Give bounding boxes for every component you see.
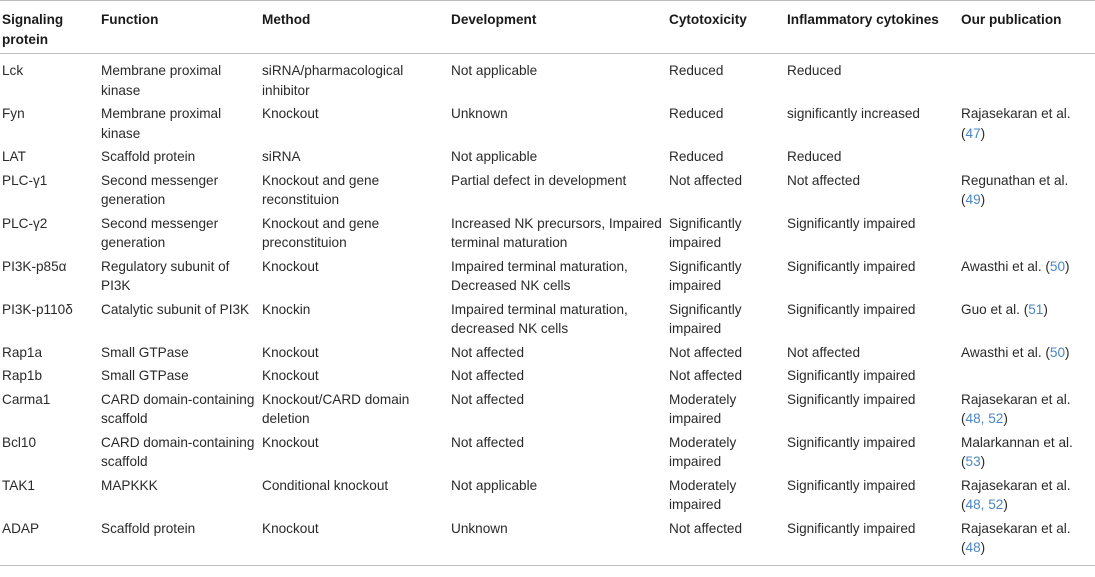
cell-development: Increased NK precursors, Impaired terminal maturation [451,215,662,250]
header-method: Method [262,1,451,54]
publication-author: Malarkannan et al. ( [961,434,1073,469]
cell-function: Membrane proximal kinase [101,106,222,141]
cell-development: Partial defect in development [451,172,627,188]
cell-development: Not applicable [451,477,538,493]
table-row [0,390,1095,433]
publication-author: Awasthi et al. ( [961,344,1050,360]
reference-close-paren: ) [1043,301,1048,317]
cell-method: Knockout [262,519,451,566]
cell-inflammatory-cytokines: Not affected [787,172,861,188]
cell-cytotoxicity: Reduced [669,149,724,164]
header-row [0,1,1095,54]
reference-link[interactable]: 47 [965,125,981,141]
cell-our-publication [961,519,1095,566]
cell-our-publication [961,214,1095,257]
cell-signaling-protein: PI3K-p85α [2,258,67,274]
cell-inflammatory-cytokines: Significantly impaired [787,519,961,566]
reference-close-paren: ) [980,540,986,555]
cell-cytotoxicity: Not affected [669,368,743,383]
cell-cytotoxicity: Moderately impaired [669,477,737,512]
table-row [0,171,1095,214]
cell-function: Second messenger generation [101,215,219,250]
cell-our-publication [961,366,1095,390]
reference-close-paren: ) [980,192,986,207]
cell-inflammatory-cytokines: Significantly impaired [787,301,916,317]
cell-inflammatory-cytokines: Significantly impaired [787,391,916,407]
cell-our-publication [961,147,1095,171]
cell-method: Knockout [262,258,319,274]
cell-cytotoxicity: Moderately impaired [669,434,737,469]
table-row [0,104,1095,147]
table-row [0,476,1095,519]
cell-inflammatory-cytokines: Reduced [787,63,842,78]
table-row [0,214,1095,257]
table-row [0,54,1095,105]
cell-function: MAPKKK [101,477,158,493]
header-inflammatory-cytokines: Inflammatory cytokines [787,1,961,54]
header-our-publication: Our publication [961,1,1095,54]
cell-signaling-protein: Bcl10 [2,434,37,450]
table-row [0,366,1095,390]
cell-cytotoxicity: Not affected [669,172,743,188]
reference-link[interactable]: 48, 52 [965,497,1004,512]
cell-cytotoxicity: Significantly impaired [669,301,742,336]
cell-development: Not applicable [451,149,538,164]
cell-our-publication [961,433,1095,476]
cell-development: Impaired terminal maturation, decreased NK cells [451,301,628,336]
cell-function: Catalytic subunit of PI3K [101,301,250,317]
table-row [0,300,1095,343]
cell-development: Not affected [451,368,525,383]
cell-our-publication [961,343,1095,367]
cell-method: Conditional knockout [262,477,389,493]
reference-close-paren: ) [980,125,986,141]
header-signaling-protein: Signaling protein [0,1,101,54]
cell-method: siRNA/pharmacological inhibitor [262,63,404,98]
cell-method: Knockout/CARD domain deletion [262,391,410,426]
cell-development: Unknown [451,519,669,566]
cell-signaling-protein: TAK1 [2,477,35,493]
cell-function: CARD domain-containing scaffold [101,434,255,469]
cell-signaling-protein: PI3K-p110δ [2,301,73,317]
cell-our-publication [961,257,1095,300]
cell-development: Not affected [451,391,525,407]
cell-inflammatory-cytokines: Not affected [787,344,861,360]
table-row [0,257,1095,300]
reference-link[interactable]: 53 [965,454,981,469]
table-body [0,54,1095,566]
cell-signaling-protein: LAT [2,149,26,164]
cell-function: Small GTPase [101,368,189,383]
cell-method: Knockout and gene preconstituion [262,215,380,250]
cell-signaling-protein: PLC-γ1 [2,172,48,188]
reference-close-paren: ) [980,454,986,469]
cell-development: Not applicable [451,63,538,78]
reference-close-paren: ) [1003,411,1008,426]
reference-link[interactable]: 50 [1049,258,1066,274]
cell-our-publication [961,300,1095,343]
cell-our-publication [961,54,1095,105]
reference-link[interactable]: 51 [1028,301,1044,317]
reference-close-paren: ) [1065,344,1070,360]
publication-author: Guo et al. ( [961,301,1029,317]
publication-author: Rajasekaran et al. ( [961,106,1071,141]
header-development: Development [451,1,669,54]
cell-function: CARD domain-containing scaffold [101,391,255,426]
cell-our-publication [961,104,1095,147]
reference-link[interactable]: 48, 52 [965,411,1004,426]
cell-our-publication [961,390,1095,433]
cell-development: Not affected [451,344,525,360]
cell-development: Impaired terminal maturation, Decreased NK cells [451,258,628,293]
publication-author: Awasthi et al. ( [961,258,1050,274]
cell-method: Knockout [262,368,319,383]
cell-cytotoxicity: Significantly impaired [669,258,742,293]
cell-inflammatory-cytokines: Significantly impaired [787,215,916,231]
cell-method: Knockin [262,301,311,317]
cell-function: Small GTPase [101,344,189,360]
table-row [0,519,1095,566]
cell-function: Scaffold protein [101,519,262,566]
reference-link[interactable]: 50 [1049,344,1066,360]
cell-inflammatory-cytokines: Significantly impaired [787,258,916,274]
cell-inflammatory-cytokines: Reduced [787,149,842,164]
cell-inflammatory-cytokines: Significantly impaired [787,368,916,383]
reference-close-paren: ) [1003,497,1008,512]
cell-method: Knockout and gene reconstituion [262,172,380,207]
cell-cytotoxicity: Significantly impaired [669,215,742,250]
cell-signaling-protein: ADAP [0,519,101,566]
cell-cytotoxicity: Moderately impaired [669,391,737,426]
table-row [0,433,1095,476]
cell-method: siRNA [262,149,301,164]
cell-development: Not affected [451,434,525,450]
cell-signaling-protein: Rap1a [2,344,43,360]
cell-cytotoxicity: Not affected [669,519,787,566]
cell-cytotoxicity: Not affected [669,344,743,360]
table-row [0,147,1095,171]
header-cytotoxicity: Cytotoxicity [669,1,787,54]
cell-function: Membrane proximal kinase [101,63,222,98]
cell-our-publication [961,171,1095,214]
header-function: Function [101,1,262,54]
cell-signaling-protein: Lck [2,63,24,78]
cell-our-publication [961,476,1095,519]
cell-signaling-protein: PLC-γ2 [2,215,48,231]
cell-signaling-protein: Carma1 [2,391,51,407]
cell-development: Unknown [451,106,508,121]
cell-inflammatory-cytokines: significantly increased [787,106,920,121]
reference-link[interactable]: 49 [965,192,981,207]
table-row [0,343,1095,367]
cell-signaling-protein: Rap1b [2,368,43,383]
cell-cytotoxicity: Reduced [669,106,724,121]
cell-function: Regulatory subunit of PI3K [101,258,230,293]
cell-method: Knockout [262,106,319,121]
publication-author: Rajasekaran et al. ( [961,477,1071,512]
publication-author: Regunathan et al. ( [961,172,1069,207]
cell-inflammatory-cytokines: Significantly impaired [787,434,916,450]
cell-function: Scaffold protein [101,149,196,164]
reference-link[interactable]: 48 [965,540,981,555]
cell-inflammatory-cytokines: Significantly impaired [787,477,916,493]
cell-signaling-protein: Fyn [2,106,25,121]
cell-cytotoxicity: Reduced [669,63,724,78]
cell-method: Knockout [262,344,319,360]
cell-method: Knockout [262,434,319,450]
cell-function: Second messenger generation [101,172,219,207]
publication-author: Rajasekaran et al. ( [961,391,1071,426]
reference-close-paren: ) [1065,258,1070,274]
publication-author: Rajasekaran et al. ( [961,520,1071,555]
